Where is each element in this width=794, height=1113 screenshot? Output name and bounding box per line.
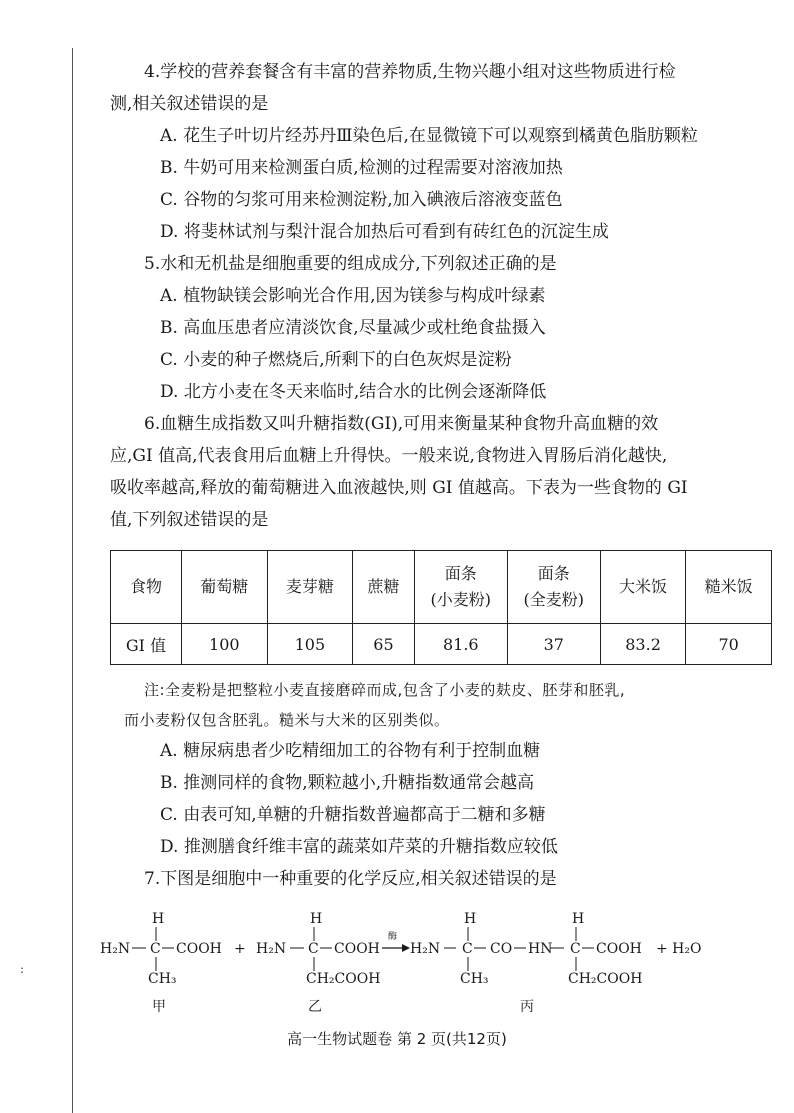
question-stem: 5.水和无机盐是细胞重要的组成成分,下列叙述正确的是 bbox=[144, 254, 557, 274]
table-header-row bbox=[111, 551, 772, 624]
group-ch2cooh: CH₂COOH bbox=[568, 971, 643, 987]
food-name: 麦芽糖 bbox=[285, 577, 334, 596]
water-product: + H₂O bbox=[656, 941, 702, 957]
question-stem: 6.血糖生成指数又叫升糖指数(GI),可用来衡量某种食物升高血糖的效 bbox=[144, 414, 659, 434]
atom-h2n: H₂N bbox=[256, 941, 287, 957]
group-co: CO bbox=[490, 941, 513, 957]
group-cooh: COOH bbox=[334, 941, 380, 957]
table-cell-food bbox=[353, 551, 415, 624]
food-subname: (全麦粉) bbox=[523, 590, 585, 609]
atom-h: H bbox=[310, 911, 323, 927]
question-stem: 7.下图是细胞中一种重要的化学反应,相关叙述错误的是 bbox=[144, 869, 557, 889]
table-note: 注:全麦粉是把整粒小麦直接磨碎而成,包含了小麦的麸皮、胚芽和胚乳, bbox=[144, 681, 626, 699]
question-stem: 吸收率越高,释放的葡萄糖进入血液越快,则 GI 值越高。下表为一些食物的 GI bbox=[110, 478, 688, 498]
question-stem: 值,下列叙述错误的是 bbox=[110, 510, 269, 530]
atom-h: H bbox=[572, 911, 585, 927]
atom-h: H bbox=[152, 911, 165, 927]
table-cell-gi: 37 bbox=[507, 624, 600, 665]
atom-c: C bbox=[150, 941, 161, 957]
table-cell-food bbox=[686, 551, 772, 624]
group-hn: HN bbox=[528, 941, 553, 957]
question-7 bbox=[100, 863, 750, 1013]
label-bing: 丙 bbox=[520, 999, 534, 1013]
food-name: 面条 bbox=[537, 564, 570, 583]
option-b: B. 推测同样的食物,颗粒越小,升糖指数通常会越高 bbox=[160, 773, 535, 793]
atom-h2n: H₂N bbox=[100, 941, 131, 957]
question-stem: 4.学校的营养套餐含有丰富的营养物质,生物兴趣小组对这些物质进行检 bbox=[144, 62, 676, 82]
enzyme-label: 酶 bbox=[388, 932, 398, 942]
table-cell-gi: 70 bbox=[686, 624, 772, 665]
food-name: 糙米饭 bbox=[704, 577, 753, 596]
group-ch3: CH₃ bbox=[148, 971, 177, 987]
group-ch2cooh: CH₂COOH bbox=[306, 971, 381, 987]
edge-mark: : bbox=[20, 962, 25, 976]
table-row-label: 食物 bbox=[111, 551, 182, 624]
atom-h: H bbox=[464, 911, 477, 927]
exam-content bbox=[100, 56, 753, 1013]
option-c: C. 小麦的种子燃烧后,所剩下的白色灰烬是淀粉 bbox=[160, 350, 512, 370]
reaction-diagram bbox=[100, 901, 750, 1013]
table-cell-food bbox=[600, 551, 686, 624]
table-row-label: GI 值 bbox=[111, 624, 182, 665]
option-d: D. 北方小麦在冬天来临时,结合水的比例会逐渐降低 bbox=[160, 382, 547, 402]
question-stem: 测,相关叙述错误的是 bbox=[110, 94, 269, 114]
table-cell-gi: 81.6 bbox=[414, 624, 507, 665]
plus-sign: + bbox=[234, 941, 246, 957]
table-cell-food bbox=[182, 551, 268, 624]
reaction-svg bbox=[100, 901, 720, 1013]
atom-c: C bbox=[462, 941, 473, 957]
group-cooh: COOH bbox=[596, 941, 642, 957]
gi-table bbox=[110, 550, 772, 665]
option-b: B. 高血压患者应清淡饮食,尽量减少或杜绝食盐摄入 bbox=[160, 318, 546, 338]
question-stem: 应,GI 值高,代表食用后血糖上升得快。一般来说,食物进入胃肠后消化越快, bbox=[110, 446, 668, 466]
atom-h2n: H₂N bbox=[410, 941, 441, 957]
question-6 bbox=[110, 408, 753, 863]
atom-c: C bbox=[308, 941, 319, 957]
option-a: A. 花生子叶切片经苏丹Ⅲ染色后,在显微镜下可以观察到橘黄色脂肪颗粒 bbox=[160, 126, 698, 146]
table-cell-food bbox=[267, 551, 353, 624]
option-a: A. 植物缺镁会影响光合作用,因为镁参与构成叶绿素 bbox=[160, 286, 546, 306]
group-cooh: COOH bbox=[176, 941, 222, 957]
table-cell-gi: 100 bbox=[182, 624, 268, 665]
option-b: B. 牛奶可用来检测蛋白质,检测的过程需要对溶液加热 bbox=[160, 158, 563, 178]
binding-margin-line bbox=[72, 48, 73, 1113]
question-4 bbox=[110, 56, 750, 248]
group-ch3: CH₃ bbox=[460, 971, 489, 987]
food-name: 面条 bbox=[444, 564, 477, 583]
label-yi: 乙 bbox=[308, 999, 322, 1013]
table-note: 而小麦粉仅包含胚乳。糙米与大米的区别类似。 bbox=[124, 711, 450, 729]
option-d: D. 推测膳食纤维丰富的蔬菜如芹菜的升糖指数应较低 bbox=[160, 837, 558, 857]
table-cell-gi: 105 bbox=[267, 624, 353, 665]
table-cell-gi: 83.2 bbox=[600, 624, 686, 665]
table-value-row bbox=[111, 624, 772, 665]
table-cell-food bbox=[414, 551, 507, 624]
food-name: 大米饭 bbox=[619, 577, 668, 596]
atom-c: C bbox=[570, 941, 581, 957]
option-c: C. 由表可知,单糖的升糖指数普遍都高于二糖和多糖 bbox=[160, 805, 546, 825]
question-5 bbox=[110, 248, 750, 408]
label-jia: 甲 bbox=[152, 999, 166, 1013]
option-a: A. 糖尿病患者少吃精细加工的谷物有利于控制血糖 bbox=[160, 741, 541, 761]
option-c: C. 谷物的匀浆可用来检测淀粉,加入碘液后溶液变蓝色 bbox=[160, 190, 563, 210]
food-subname: (小麦粉) bbox=[430, 590, 492, 609]
food-name: 蔗糖 bbox=[367, 577, 400, 596]
table-cell-food bbox=[507, 551, 600, 624]
table-cell-gi: 65 bbox=[353, 624, 415, 665]
option-d: D. 将斐林试剂与梨汁混合加热后可看到有砖红色的沉淀生成 bbox=[160, 222, 609, 242]
page-footer: 高一生物试题卷 第 2 页(共12页) bbox=[287, 1030, 507, 1048]
food-name: 葡萄糖 bbox=[200, 577, 249, 596]
